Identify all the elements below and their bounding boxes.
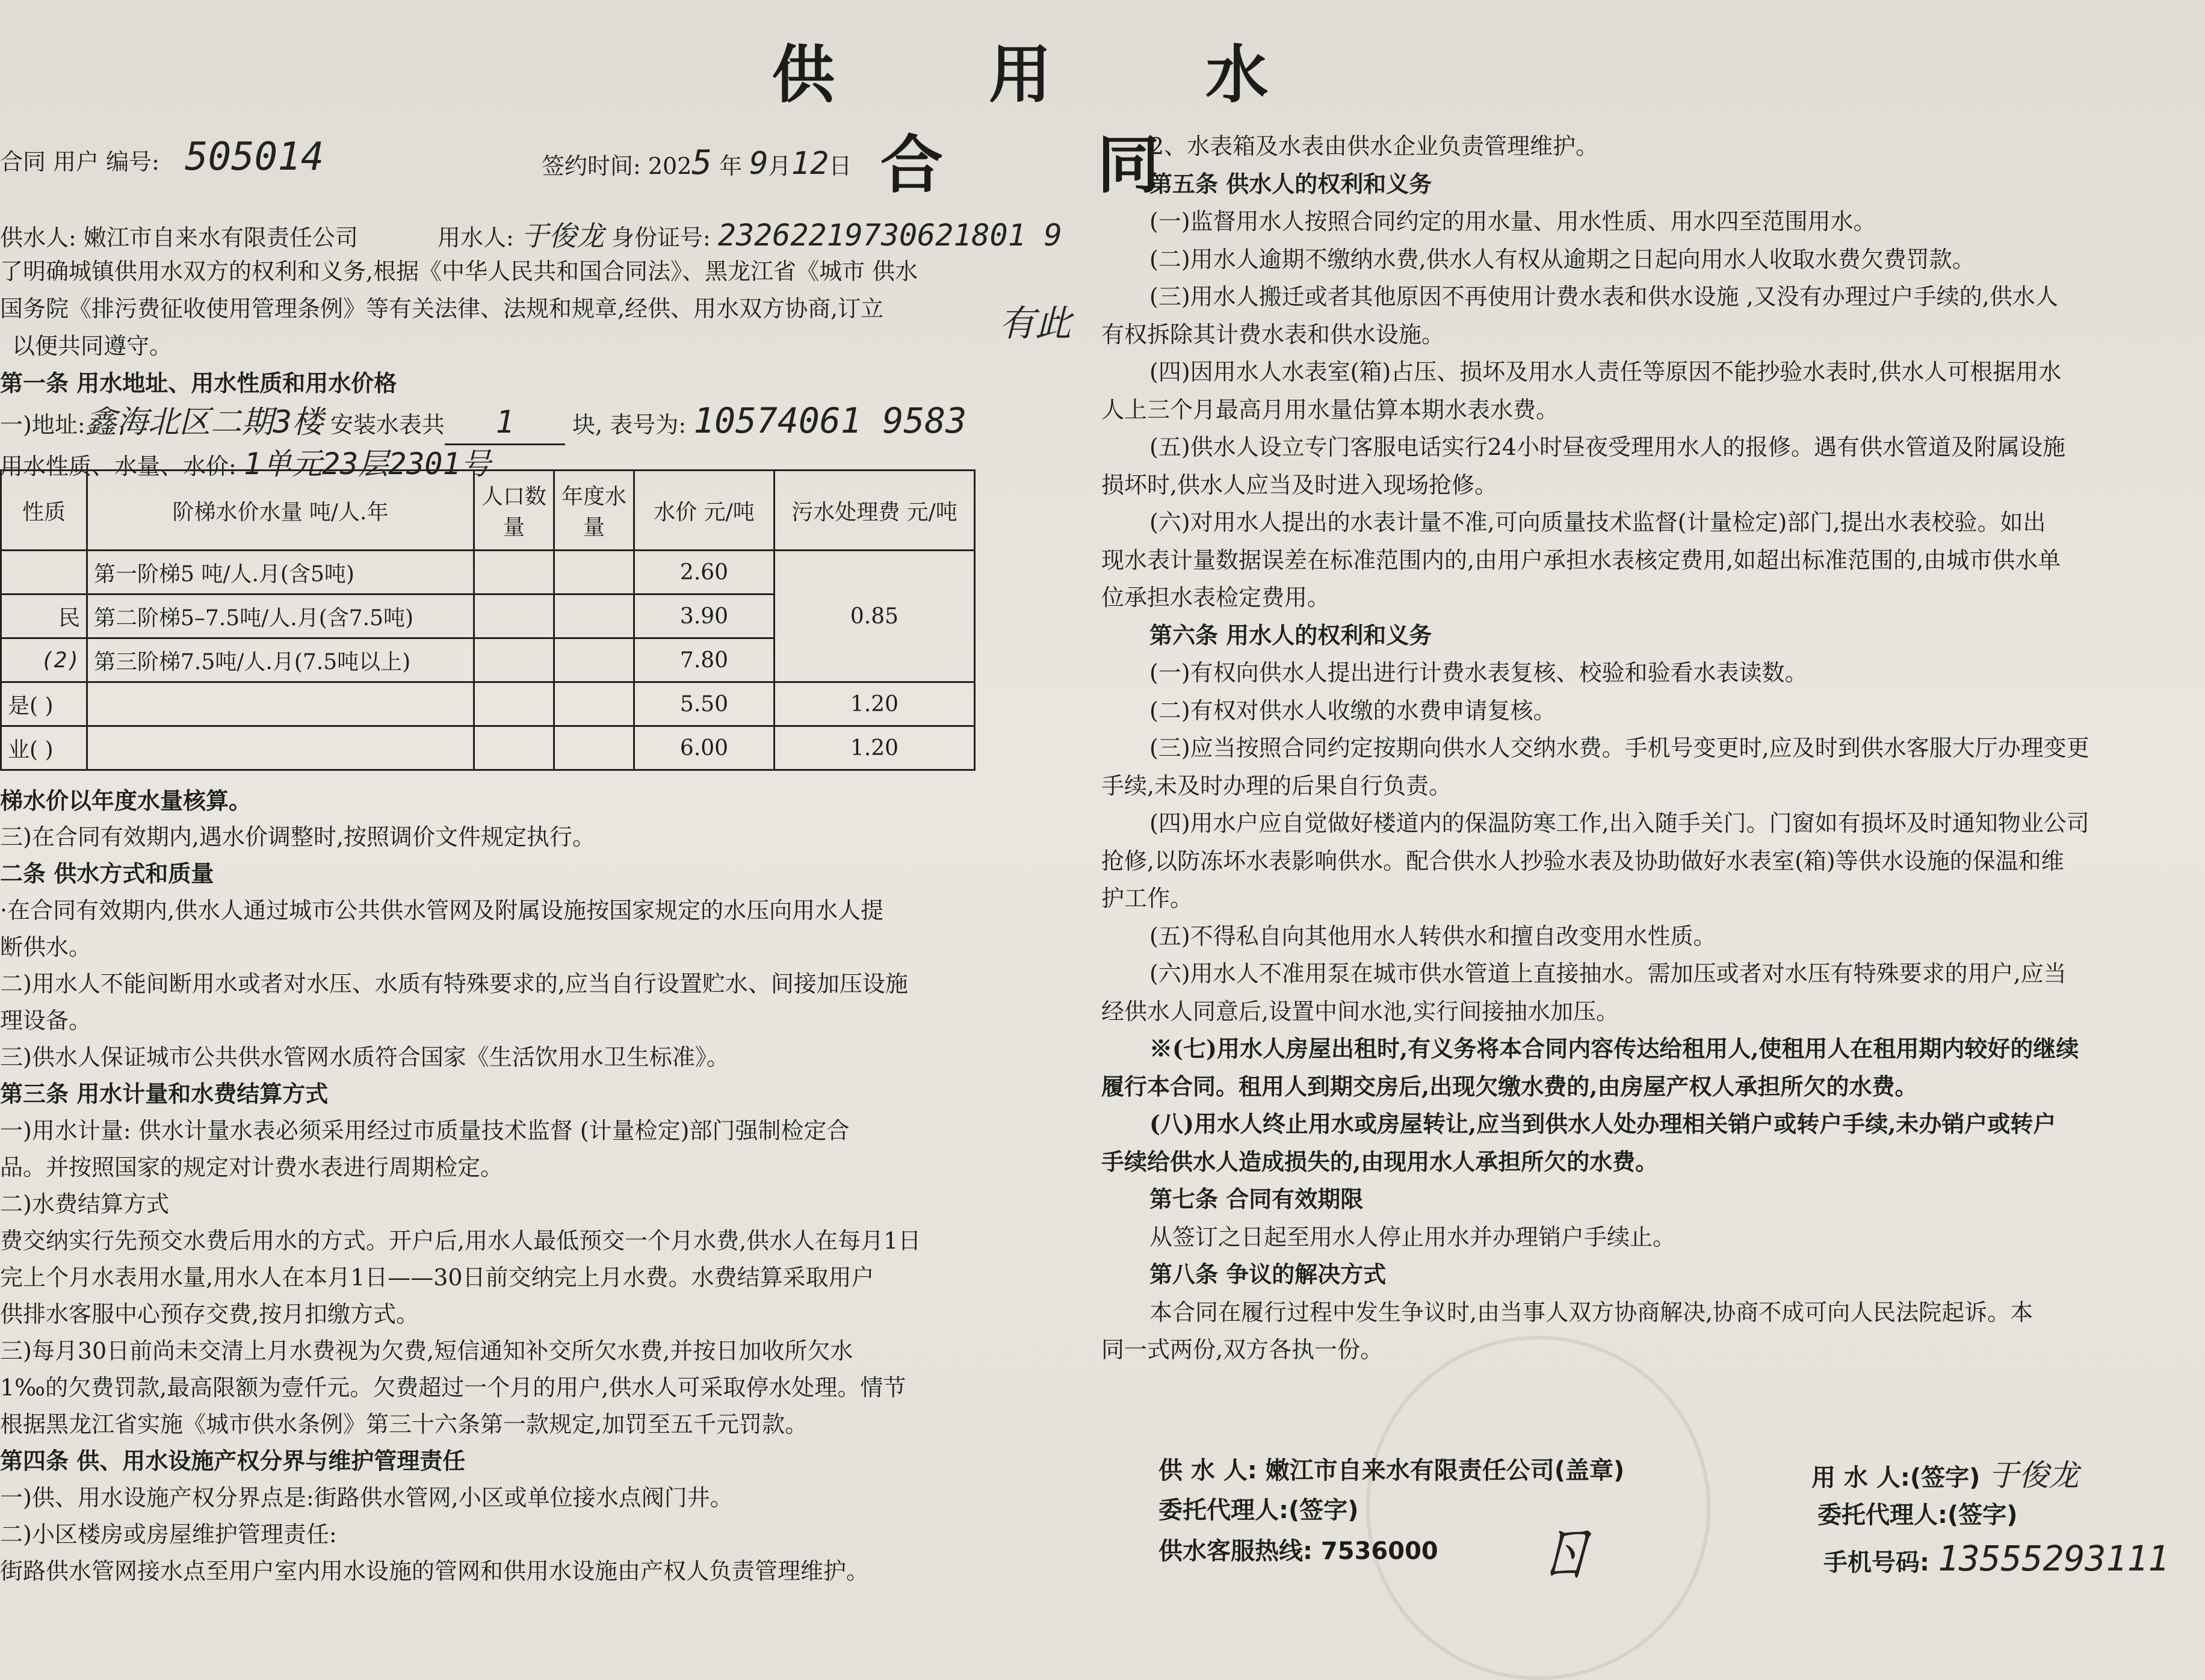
body-line: 护工作。 — [1101, 885, 1193, 912]
table-cell: 7.80 — [634, 638, 775, 682]
table-cell — [554, 638, 634, 682]
user-signature-label — [1811, 1451, 2079, 1495]
usage-value: 1单元23层2301号 — [243, 446, 491, 481]
body-line: (六)对用水人提出的水表计量不准,可向质量技术监督(计量检定)部门,提出水表校验。如出 — [1149, 509, 2046, 536]
body-line: (五)不得私自向其他用水人转供水和擅自改变用水性质。 — [1149, 922, 1716, 950]
sign-day-suffix: 日 — [829, 153, 852, 179]
table-cell: 第一阶梯5 吨/人.月(含5吨) — [87, 551, 474, 594]
article-1-title: 第一条 用水地址、用水性质和用水价格 — [0, 370, 397, 397]
user-label: 用水人: — [438, 224, 514, 251]
right-body — [1101, 128, 2203, 1369]
body-line: 有权拆除其计费水表和供水设施。 — [1101, 321, 1445, 348]
table-header: 性质 — [1, 471, 87, 551]
body-line: 一)用水计量: 供水计量水表必须采用经过市质量技术监督 (计量检定)部门强制检定合 — [0, 1117, 850, 1144]
address-row — [0, 402, 1023, 445]
body-line: 手续,未及时办理的后果自行负责。 — [1101, 772, 1452, 799]
contract-number-label: 合同 用户 编号: — [0, 149, 159, 175]
table-header: 污水处理费 元/吨 — [775, 471, 975, 551]
supplier-name: 嫩江市自来水有限责任公司 — [83, 224, 358, 251]
section-heading: 第八条 争议的解决方式 — [1149, 1261, 1387, 1288]
table-cell — [87, 682, 474, 726]
body-line: 2、水表箱及水表由供水企业负责管理维护。 — [1149, 133, 1599, 159]
table-header: 人口数量 — [474, 471, 554, 551]
sign-month: 9 — [749, 146, 769, 182]
meters-count: 1 — [495, 404, 515, 440]
intro-line: 以便共同遵守。 — [12, 333, 173, 359]
body-line: 三)在合同有效期内,遇水价调整时,按照调价文件规定执行。 — [0, 824, 595, 850]
supplier-signature-label: 供 水 人: 嫩江市自来水有限责任公司(盖章) — [1158, 1457, 1625, 1484]
hotline-label: 供水客服热线: 7536000 — [1158, 1537, 1438, 1565]
phone-number: 13555293111 — [1937, 1538, 2169, 1579]
sign-year-suffix: 年 — [719, 153, 743, 179]
body-line: (四)因用水人水表室(箱)占压、损坏及用水人责任等原因不能抄验水表时,供水人可根据用水 — [1149, 359, 2062, 385]
section-heading: 第七条 合同有效期限 — [1149, 1186, 1364, 1212]
id-label: 身份证号: — [611, 224, 711, 251]
body-line: 二)小区楼房或房屋维护管理责任: — [0, 1521, 337, 1548]
body-line: (六)用水人不准用泵在城市供水管道上直接抽水。需加压或者对水压有特殊要求的用户,应当 — [1149, 960, 2067, 987]
table-cell — [554, 682, 634, 726]
table-cell — [554, 594, 634, 638]
table-cell — [1, 551, 87, 594]
table-cell: 2.60 — [634, 551, 775, 594]
body-line: (五)供水人设立专门客服电话实行24小时昼夜受理用水人的报修。遇有供水管道及附属设施 — [1149, 434, 2066, 460]
table-cell: 民 — [1, 594, 87, 638]
body-line: 现水表计量数据误差在标准范围内的,由用户承担水表核定费用,如超出标准范围的,由城市供水单 — [1101, 546, 2061, 573]
contract-number-row — [0, 135, 324, 181]
table-cell: 5.50 — [634, 682, 775, 726]
address-label: 一)地址: — [0, 412, 85, 438]
body-line: (一)监督用水人按照合同约定的用水量、用水性质、用水四至范围用水。 — [1149, 208, 1876, 235]
body-line: (二)有权对供水人收缴的水费申请复核。 — [1149, 697, 1556, 724]
table-cell: 3.90 — [634, 594, 775, 638]
table-header: 阶梯水价水量 吨/人.年 — [87, 471, 474, 551]
body-line: 二)水费结算方式 — [0, 1191, 169, 1217]
body-line: 同一式两份,双方各执一份。 — [1101, 1336, 1384, 1363]
phone-label: 手机号码: — [1823, 1549, 1929, 1577]
agent-signature-scribble: ㄖ — [1529, 1509, 1601, 1592]
supplier-agent-label: 委托代理人:(签字) — [1158, 1496, 1359, 1524]
table-cell: 是( ) — [1, 682, 87, 726]
table-cell — [554, 551, 634, 594]
sign-year-digit: 5 — [691, 143, 713, 182]
user-signature: 于俊龙 — [1988, 1458, 2079, 1493]
sign-day: 12 — [791, 146, 829, 182]
table-cell — [474, 638, 554, 682]
table-cell — [474, 726, 554, 770]
table-cell — [554, 726, 634, 770]
table-cell — [474, 551, 554, 594]
table-cell: 1.20 — [775, 726, 975, 770]
body-line: 一)供、用水设施产权分界点是:街路供水管网,小区或单位接水点阀门井。 — [0, 1484, 733, 1511]
body-line: 本合同在履行过程中发生争议时,由当事人双方协商解决,协商不成可向人民法院起诉。本 — [1149, 1299, 2033, 1326]
user-name: 于俊龙 — [521, 220, 604, 252]
table-cell — [87, 726, 474, 770]
contract-number: 505014 — [185, 135, 324, 179]
price-table-header — [1, 471, 975, 551]
body-line: (一)有权向供水人提出进行计费水表复核、校验和验看水表读数。 — [1149, 659, 1808, 686]
supplier-label: 供水人: — [0, 224, 76, 251]
body-line: (三)应当按照合同约定按期向供水人交纳水费。手机号变更时,应及时到供水客服大厅办理变更 — [1149, 735, 2089, 761]
table-header: 水价 元/吨 — [634, 471, 775, 551]
body-line: 损坏时,供水人应当及时进入现场抢修。 — [1101, 471, 1498, 498]
body-line: ※(七)用水人房屋出租时,有义务将本合同内容传达给租用人,使租用人在租用期内较好的继续 — [1149, 1035, 2079, 1062]
body-line: 理设备。 — [0, 1007, 92, 1034]
body-line: 梯水价以年度水量核算。 — [0, 787, 252, 814]
table-cell: 1.20 — [775, 682, 975, 726]
intro-line: 了明确城镇供用水双方的权利和义务,根据《中华人民共和国合同法》、黑龙江省《城市 供水 — [0, 258, 918, 285]
body-line: 二)用水人不能间断用水或者对水压、水质有特殊要求的,应当自行设置贮水、间接加压设施 — [0, 971, 908, 997]
sign-month-suffix: 月 — [768, 153, 791, 179]
body-line: 三)每月30日前尚未交清上月水费视为欠费,短信通知补交所欠水费,并按日加收所欠水 — [0, 1338, 853, 1364]
section-heading: 二条 供水方式和质量 — [0, 860, 214, 887]
user-signature-text: 用 水 人:(签字) — [1811, 1464, 1981, 1492]
table-cell: (2) — [1, 638, 87, 682]
page-title: 供 用 水 合 同 — [772, 38, 1335, 202]
body-line: 断供水。 — [0, 934, 92, 960]
body-line: 品。并按照国家的规定对计费水表进行周期检定。 — [0, 1154, 504, 1181]
intro-line: 国务院《排污费征收使用管理条例》等有关法律、法规和规章,经供、用水双方协商,订立 — [0, 295, 884, 322]
table-header: 年度水量 — [554, 471, 634, 551]
table-cell: 业( ) — [1, 726, 87, 770]
body-line: ·在合同有效期内,供水人通过城市公共供水管网及附属设施按国家规定的水压向用水人提 — [0, 897, 884, 924]
body-line: 费交纳实行先预交水费后用水的方式。开户后,用水人最低预交一个月水费,供水人在每月1日 — [0, 1228, 921, 1254]
body-line: 从签订之日起至用水人停止用水并办理销户手续止。 — [1149, 1223, 1676, 1250]
table-row — [1, 551, 975, 594]
body-line: 1‰的欠费罚款,最高限额为壹仟元。欠费超过一个月的用户,供水人可采取停水处理。情节 — [0, 1374, 906, 1401]
sign-date-label: 签约时间: 202 — [542, 153, 692, 179]
section-heading: 第五条 供水人的权利和义务 — [1149, 170, 1432, 197]
table-cell — [474, 594, 554, 638]
body-line: 位承担水表检定费用。 — [1101, 584, 1331, 611]
table-cell: 6.00 — [634, 726, 775, 770]
meters-label: 安装水表共 — [330, 412, 445, 438]
body-line: 供排水客服中心预存交费,按月扣缴方式。 — [0, 1301, 419, 1327]
user-agent-label: 委托代理人:(签字) — [1817, 1501, 2018, 1529]
body-line: 履行本合同。租用人到期交房后,出现欠缴水费的,由房屋产权人承担所欠的水费。 — [1101, 1072, 1918, 1100]
table-cell: 第三阶梯7.5吨/人.月(7.5吨以上) — [87, 638, 474, 682]
handwritten-note: 有此 — [999, 303, 1071, 345]
intro-block — [0, 253, 1023, 485]
table-cell: 第二阶梯5–7.5吨/人.月(含7.5吨) — [87, 594, 474, 638]
body-line: 街路供水管网接水点至用户室内用水设施的管网和供用水设施由产权人负责管理维护。 — [0, 1558, 870, 1584]
id-number: 23262219730621801 9 — [717, 218, 1062, 253]
address-value: 鑫海北区二期3楼 — [85, 404, 323, 440]
price-table — [0, 469, 976, 771]
section-heading: 第六条 用水人的权利和义务 — [1149, 622, 1432, 649]
section-heading: 第四条 供、用水设施产权分界与维护管理责任 — [0, 1448, 466, 1474]
usage-label: 用水性质、水量、水价: — [0, 453, 237, 480]
body-line: (三)用水人搬迁或者其他原因不再使用计费水表和供水设施 ,又没有办理过户手续的,供水人 — [1149, 283, 2058, 310]
body-line: 根据黑龙江省实施《城市供水条例》第三十六条第一款规定,加罚至五千元罚款。 — [0, 1411, 808, 1438]
body-line: (八)用水人终止用水或房屋转让,应当到供水人处办理相关销户或转户手续,未办销户或转户 — [1149, 1110, 2056, 1137]
body-line: 人上三个月最高月用水量估算本期水表水费。 — [1101, 396, 1559, 423]
table-cell — [474, 682, 554, 726]
table-row — [1, 682, 975, 726]
body-line: 完上个月水表用水量,用水人在本月1日——30日前交纳完上月水费。水费结算采取用户 — [0, 1264, 874, 1291]
sign-date-row — [542, 144, 852, 185]
parties-row — [0, 217, 1062, 256]
table-row — [1, 726, 975, 770]
table-cell: 0.85 — [775, 551, 975, 682]
body-line: 三)供水人保证城市公共供水管网水质符合国家《生活饮用水卫生标准》。 — [0, 1044, 729, 1070]
body-line: 手续给供水人造成损失的,由现用水人承担所欠的水费。 — [1101, 1147, 1659, 1175]
body-line: (二)用水人逾期不缴纳水费,供水人有权从逾期之日起向用水人收取水费欠费罚款。 — [1149, 246, 1975, 273]
body-line: 抢修,以防冻坏水表影响供水。配合供水人抄验水表及协助做好水表室(箱)等供水设施的保温和维 — [1101, 847, 2064, 874]
meter-number: 10574061 9583 — [693, 400, 967, 441]
body-line: 经供水人同意后,设置中间水池,实行间接抽水加压。 — [1101, 998, 1619, 1025]
meters-unit: 块, 表号为: — [572, 412, 687, 438]
left-body — [0, 782, 1023, 1590]
phone-row — [1823, 1538, 2169, 1579]
body-line: (四)用水户应自觉做好楼道内的保温防寒工作,出入随手关门。门窗如有损坏及时通知物业公司 — [1149, 810, 2089, 836]
section-heading: 第三条 用水计量和水费结算方式 — [0, 1081, 329, 1107]
